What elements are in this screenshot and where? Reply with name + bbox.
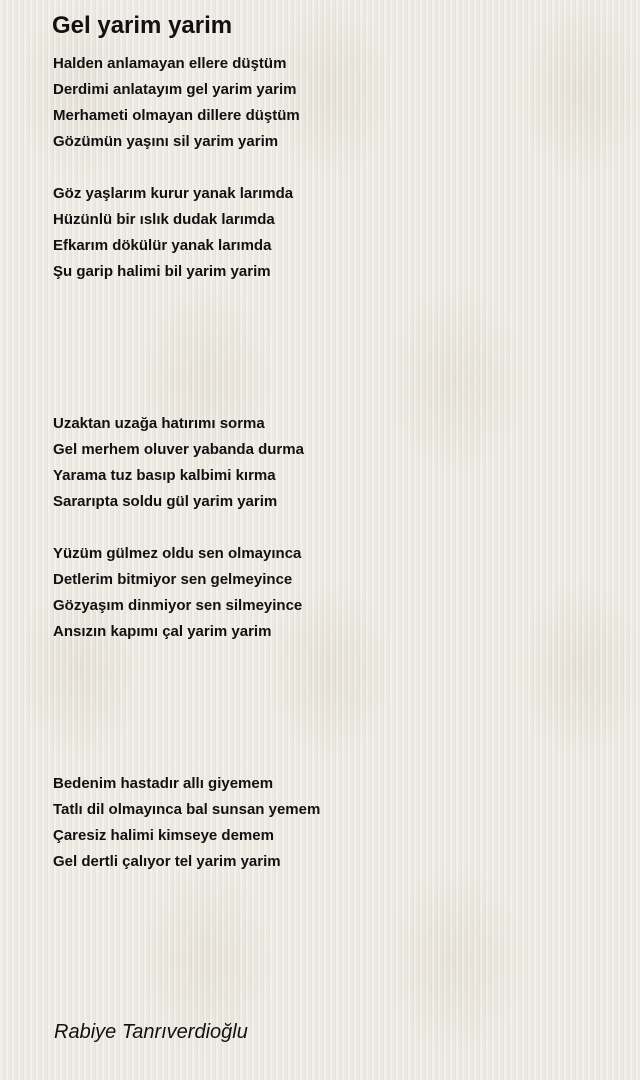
author-name: Rabiye Tanrıverdioğlu	[54, 1021, 248, 1043]
stanza-3	[53, 411, 304, 515]
poem-line: Derdimi anlatayım gel yarim yarim	[53, 81, 297, 98]
poem-line: Yarama tuz basıp kalbimi kırma	[53, 467, 276, 484]
poem-line: Gözyaşım dinmiyor sen silmeyince	[53, 597, 303, 614]
poem-line: Uzaktan uzağa hatırımı sorma	[53, 415, 265, 432]
poem-title: Gel yarim yarim	[52, 12, 233, 39]
poem-line: Göz yaşlarım kurur yanak larımda	[53, 185, 294, 202]
poem-line: Gel dertli çalıyor tel yarim yarim	[53, 853, 281, 870]
poem-line: Çaresiz halimi kimseye demem	[53, 827, 274, 844]
stanza-2	[53, 181, 293, 285]
poem-line: Halden anlamayan ellere düştüm	[53, 55, 287, 72]
poem-line: Hüzünlü bir ıslık dudak larımda	[53, 211, 275, 228]
poem-line: Şu garip halimi bil yarim yarim	[53, 263, 271, 280]
poem-line: Yüzüm gülmez oldu sen olmayınca	[53, 545, 302, 562]
poem-line: Detlerim bitmiyor sen gelmeyince	[53, 571, 293, 588]
poem-line: Efkarım dökülür yanak larımda	[53, 237, 272, 254]
poem-line: Gel merhem oluver yabanda durma	[53, 441, 304, 458]
stanza-5	[53, 771, 320, 875]
poem-line: Ansızın kapımı çal yarim yarim	[53, 623, 272, 640]
poem-line: Gözümün yaşını sil yarim yarim	[53, 133, 279, 150]
poem-line: Tatlı dil olmayınca bal sunsan yemem	[53, 801, 321, 818]
stanza-1	[53, 51, 300, 155]
poem-line: Bedenim hastadır allı giyemem	[53, 775, 274, 792]
poem-line: Sararıpta soldu gül yarim yarim	[53, 493, 278, 510]
stanza-4	[53, 541, 302, 645]
poem-line: Merhameti olmayan dillere düştüm	[53, 107, 300, 124]
